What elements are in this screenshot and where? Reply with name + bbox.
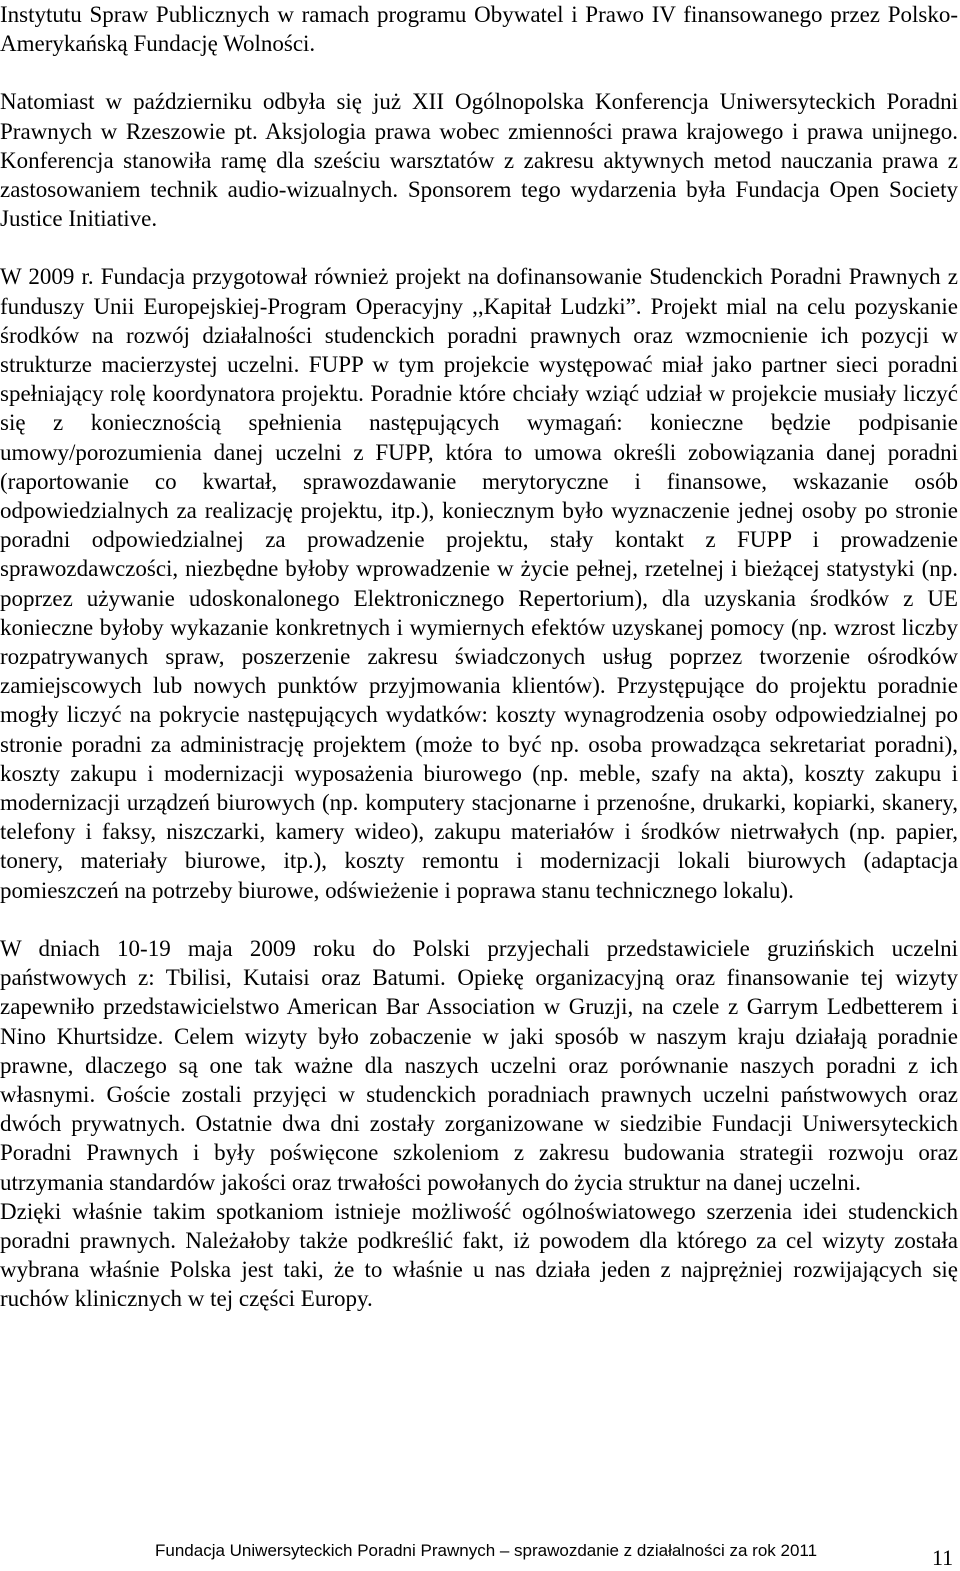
page-number: 11 [932, 1545, 954, 1570]
paragraph-intro-continuation: Instytutu Spraw Publicznych w ramach programu Obywatel i Prawo IV finansowanego przez Polsko-Amerykańską Fundację Wolności. [0, 2, 958, 57]
paragraph-conclusion: Dzięki właśnie takim spotkaniom istnieje możliwość ogólnoświatowego szerzenia idei studenckich poradni prawnych. Należałoby także podkreślić fakt, iż powodem dla którego za cel wizyty została wybrana właśnie Polska jest taki, że to właśnie u nas działa jeden z najprężniej rozwijających się ruchów klinicznych w tej części Europy. [0, 1198, 958, 1312]
paragraph-eu-project: W 2009 r. Fundacja przygotował również projekt na dofinansowanie Studenckich Poradni Prawnych z funduszy Unii Europejskiej-Program Operacyjny ,,Kapitał Ludzki”. Projekt mial na celu pozyskanie środków na rozwój działalności studenckich poradni prawnych oraz wzmocnienie ich pozycji w strukturze macierzystej uczelni. FUPP w tym projekcie występować miał jako partner sieci poradni spełniający rolę koordynatora projektu. Poradnie które chciały wziąć udział w projekcie musiały liczyć się z koniecznością spełnienia następujących wymagań: konieczne będzie podpisanie umowy/porozumienia danej uczelni z FUPP, która to umowa określi zobowiązania danej poradni (raportowanie co kwartał, sprawozdawanie merytoryczne i finansowe, wskazanie osób odpowiedzialnych za realizację projektu, itp.), koniecznym było wyznaczenie jednej osoby po stronie poradni odpowiedzialnej za prowadzenie projektu, stały kontakt z FUPP i prowadzenie sprawozdawczości, niezbędne byłoby wprowadzenie w życie pełnej, rzetelnej i bieżącej statystyki (np. poprzez używanie udoskonalonego Elektronicznego Repertorium), dla uzyskania środków z UE konieczne byłoby wykazanie konkretnych i wymiernych efektów uzyskanej pomocy (np. wzrost liczby rozpatrywanych spraw, poszerzenie zakresu świadczonych usług poprzez tworzenie ośrodków zamiejscowych lub nowych punktów przyjmowania klientów). Przystępujące do projektu poradnie mogły liczyć na pokrycie następujących wydatków: koszty wynagrodzenia osoby odpowiedzialnej po stronie poradni za administrację projektem (może to być np. osoba prowadząca sekretariat poradni), koszty zakupu i modernizacji wyposażenia biurowego (np. meble, szafy na akta), koszty zakupu i modernizacji urządzeń biurowych (np. komputery stacjonarne i przenośne, drukarki, kopiarki, skanery, telefony i faksy, niszczarki, kamery wideo), zakupu materiałów i środków nietrwałych (np. papier, tonery, materiały biurowe, itp.), koszty remontu i modernizacji lokali biurowych (adaptacja pomieszczeń na potrzeby biurowe, odświeżenie i poprawa stanu technicznego lokalu). [0, 264, 958, 903]
page-footer [0, 1535, 960, 1568]
paragraph-georgian-visit: W dniach 10-19 maja 2009 roku do Polski przyjechali przedstawiciele gruzińskich uczelni państwowych z: Tbilisi, Kutaisi oraz Batumi. Opiekę organizacyjną oraz finansowanie tej wizyty zapewniło przedstawicielstwo American Bar Association w Gruzji, na czele z Garrym Ledbetterem i Nino Khurtsidze. Celem wizyty było zobaczenie w jaki sposób w naszym kraju działają poradnie prawne, dlaczego są one tak ważne dla naszych uczelni oraz porównanie naszych poradni z ich własnymi. Goście zostali przyjęci w studenckich poradniach prawnych uczelni państwowych oraz dwóch prywatnych. Ostatnie dwa dni zostały zorganizowane w siedzibie Fundacji Uniwersyteckich Poradni Prawnych i były poświęcone szkoleniom z zakresu budowania strategii rozwoju oraz utrzymania standardów jakości oraz trwałości powołanych do życia struktur na danej uczelni. [0, 935, 958, 1195]
footer-text: Fundacja Uniwersyteckich Poradni Prawnych – sprawozdanie z działalności za rok 2011 [155, 1541, 818, 1560]
paragraph-conference: Natomiast w październiku odbyła się już XII Ogólnopolska Konferencja Uniwersyteckich Poradni Prawnych w Rzeszowie pt. Aksjologia prawa wobec zmienności prawa krajowego i prawa unijnego. Konferencja stanowiła ramę dla sześciu warsztatów z zakresu aktywnych metod nauczania prawa z zastosowaniem technik audio-wizualnych. Sponsorem tego wydarzenia była Fundacja Open Society Justice Initiative. [0, 89, 958, 232]
